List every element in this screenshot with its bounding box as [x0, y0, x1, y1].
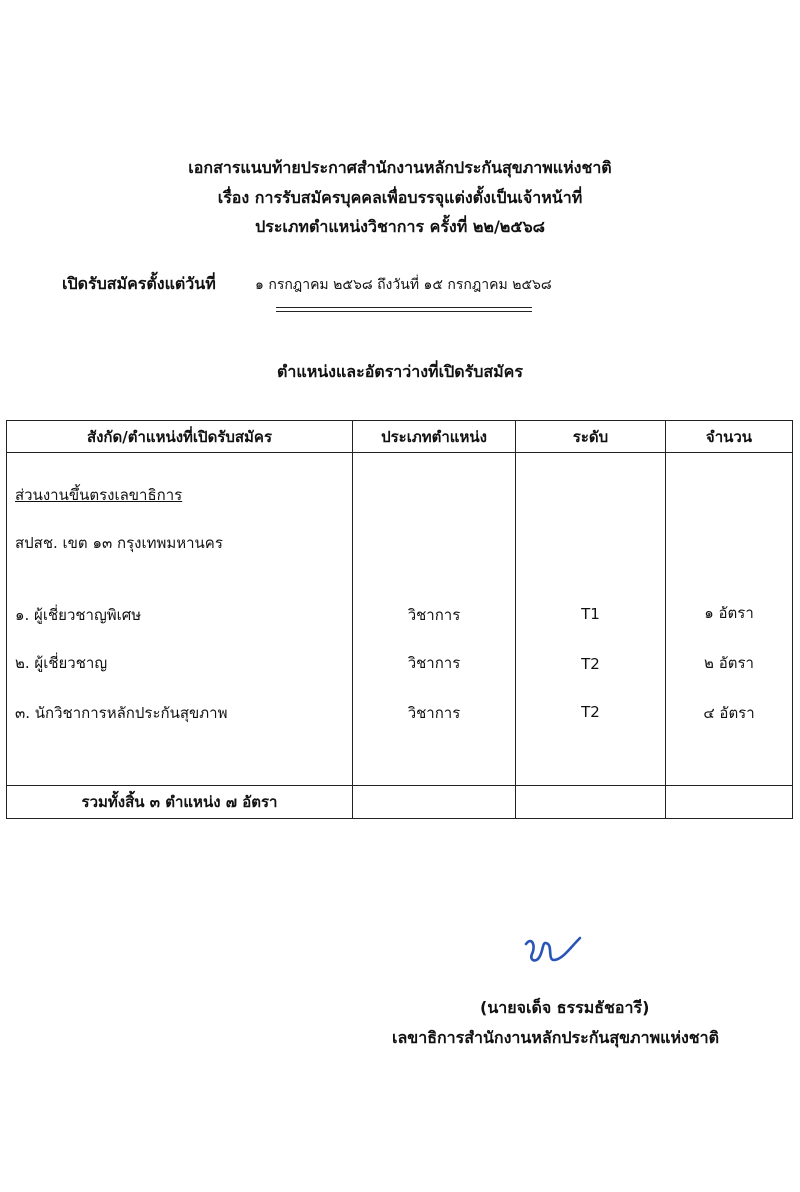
type-column [353, 453, 516, 786]
position-column [7, 453, 353, 786]
table-row-3-count: ๔ อัตรา [703, 704, 755, 722]
header-line-1: เอกสารแนบท้ายประกาศสำนักงานหลักประกันสุขภาพแห่งชาติ [188, 158, 612, 177]
table-row-1-count: ๑ อัตรา [704, 604, 754, 622]
total-empty-cell [353, 786, 516, 819]
table-subtitle: ตำแหน่งและอัตราว่างที่เปิดรับสมัคร [277, 362, 523, 381]
table-row-2-count: ๒ อัตรา [704, 654, 754, 672]
count-column [666, 453, 793, 786]
positions-table [6, 420, 793, 819]
total-empty-cell [516, 786, 666, 819]
col-header-count: จำนวน [666, 421, 793, 453]
divider-bottom [276, 311, 532, 312]
table-row-3-position: ๓. นักวิชาการหลักประกันสุขภาพ [15, 704, 228, 722]
table-header-row [7, 421, 793, 453]
table-row-2-level: T2 [581, 655, 600, 673]
signature-icon [520, 930, 590, 976]
col-header-level: ระดับ [516, 421, 666, 453]
header-line-3: ประเภทตำแหน่งวิชาการ ครั้งที่ ๒๒/๒๕๖๘ [255, 217, 545, 236]
level-column [516, 453, 666, 786]
table-row-1-type: วิชาการ [407, 606, 461, 624]
table-body-row [7, 453, 793, 786]
table-total-row [7, 786, 793, 819]
opening-dates: ๑ กรกฎาคม ๒๕๖๘ ถึงวันที่ ๑๕ กรกฎาคม ๒๕๖๘ [255, 277, 552, 293]
divider-top [276, 307, 532, 308]
signer-name: (นายจเด็จ ธรรมธัชอารี) [480, 998, 650, 1017]
table-row-1-position: ๑. ผู้เชี่ยวชาญพิเศษ [15, 606, 142, 624]
opening-label: เปิดรับสมัครตั้งแต่วันที่ [62, 274, 216, 293]
unit-name: สปสช. เขต ๑๓ กรุงเทพมหานคร [15, 534, 223, 552]
total-label: รวมทั้งสิ้น ๓ ตำแหน่ง ๗ อัตรา [7, 786, 353, 819]
table-row-2-position: ๒. ผู้เชี่ยวชาญ [15, 654, 108, 672]
signer-title: เลขาธิการสำนักงานหลักประกันสุขภาพแห่งชาติ [392, 1028, 720, 1047]
table-row-1-level: T1 [581, 605, 600, 623]
col-header-position: สังกัด/ตำแหน่งที่เปิดรับสมัคร [7, 421, 353, 453]
header-line-2: เรื่อง การรับสมัครบุคคลเพื่อบรรจุแต่งตั้งเป็นเจ้าหน้าที่ [217, 188, 583, 207]
table-row-3-level: T2 [581, 703, 600, 721]
total-empty-cell [666, 786, 793, 819]
table-row-2-type: วิชาการ [407, 654, 461, 672]
table-row-3-type: วิชาการ [407, 704, 461, 722]
section-name: ส่วนงานขึ้นตรงเลขาธิการ [15, 486, 183, 504]
col-header-type: ประเภทตำแหน่ง [353, 421, 516, 453]
